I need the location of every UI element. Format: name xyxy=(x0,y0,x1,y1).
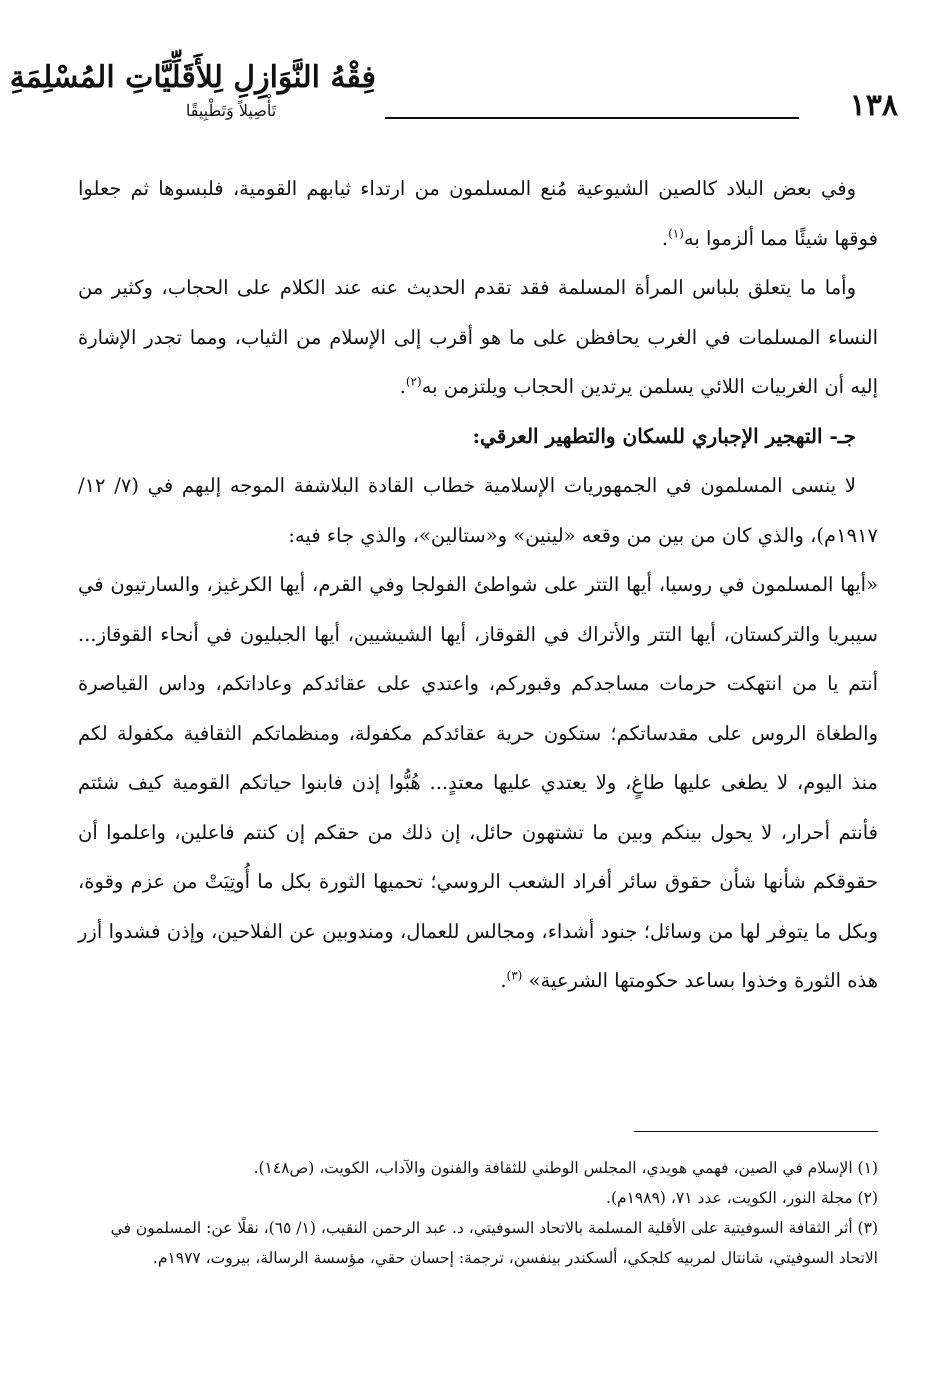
footnote-2: (٢) مجلة النور، الكويت، عدد ٧١، (١٩٨٩م). xyxy=(606,1189,878,1207)
footnote-separator xyxy=(634,1131,878,1132)
book-subtitle: تَأْصِيلاً وَتَطْبِيقًا xyxy=(185,101,277,120)
footnote-1: (١) الإسلام في الصين، فهمي هويدي، المجلس الوطني للثقافة والفنون والآداب، الكويت، (ص١٤٨). xyxy=(253,1159,878,1177)
page-number: ١٣٨ xyxy=(849,88,898,123)
paragraph-2-text: وأما ما يتعلق بلباس المرأة المسلمة فقد تقدم الحديث عنه عند الكلام على الحجاب، وكثير من النساء المسلمات في الغرب يحافظن على ما هو أقرب إلى الإسلام من الثياب، ومما تجدر الإشارة إليه أن الغربيات اللائي يسلمن يرتدين الحجاب ويلتزمن به xyxy=(78,276,878,398)
footnote-3: (٣) أثر الثقافة السوفيتية على الأقلية المسلمة بالاتحاد السوفيتي، د. عبد الرحمن النقيب، (١/ ٦٥)، نقلًا عن: المسلمون في الاتحاد السوفيتي، شانتال لمربيه كلجكي، ألسكندر بينفسن، ترجمة: إحسان حقي، مؤسسة الرسالة، بيروت، ١٩٧٧م. xyxy=(110,1219,878,1267)
paragraph-1: وفي بعض البلاد كالصين الشيوعية مُنع المسلمون من ارتداء ثيابهم القومية، فلبسوها ثم جعلوا فوقها شيئًا مما ألزموا به$^{(١)}$. xyxy=(78,177,878,250)
paragraph-4: «أيها المسلمون في روسيا، أيها التتر على شواطئ الفولجا وفي القرم، أيها الكرغيز، والسارتيون في سيبريا والتركستان، أيها التتر والأتراك في القوقاز، أيها الشيشيين، أيها الجبليون في أنحاء القوقاز... أنتم يا من انتهكت حرمات مساجدكم وقبوركم، واعتدي على عقائدكم وعاداتكم، وداس القياصرة والطغاة الروس على مقدساتكم؛ ستكون حرية عقائدكم مكفولة، ومنظماتكم الثقافية مكفولة لكم منذ اليوم، لا يطغى عليها طاغٍ، ولا يعتدي عليها معتدٍ... هُبُّوا إذن فابنوا حياتكم القومية كيف شئتم فأنتم أحرار، لا يحول بينكم وبين ما تشتهون حائل، إن ذلك من حقكم إن كنتم فاعلين، واعلموا أن حقوقكم شأنها شأن حقوق سائر أفراد الشعب الروسي؛ تحميها الثورة بكل ما أُوتِيَتْ من عزم وقوة، وبكل ما يتوفر لها من وسائل؛ جنود أشداء، ومجالس للعمال، ومندوبين عن الفلاحين، وإذن فشدوا أزر هذه الثورة وخذوا بساعد حكومتها الشرعية» $^{(٣)}$. xyxy=(78,573,878,992)
footnote-ref-2: (٢) xyxy=(405,374,422,389)
footnote-ref-3: (٣) xyxy=(506,968,523,983)
section-heading: جـ- التهجير الإجباري للسكان والتطهير العرقي: xyxy=(472,423,856,448)
paragraph-4-text: «أيها المسلمون في روسيا، أيها التتر على شواطئ الفولجا وفي القرم، أيها الكرغيز، والسارتيون في سيبريا والتركستان، أيها التتر والأتراك في القوقاز، أيها الشيشيين، أيها الجبليون في أنحاء القوقاز... أنتم يا من انتهكت حرمات مساجدكم وقبوركم، واعتدي على عقائدكم وعاداتكم، وداس القياصرة والطغاة الروس على مقدساتكم؛ ستكون حرية عقائدكم مكفولة، ومنظماتكم الثقافية مكفولة لكم منذ اليوم، لا يطغى عليها طاغٍ، ولا يعتدي عليها معتدٍ... هُبُّوا إذن فابنوا حياتكم القومية كيف شئتم فأنتم أحرار، لا يحول بينكم وبين ما تشتهون حائل، إن ذلك من حقكم إن كنتم فاعلين، واعلموا أن حقوقكم شأنها شأن حقوق سائر أفراد الشعب الروسي؛ تحميها الثورة بكل ما أُوتِيَتْ من عزم وقوة، وبكل ما يتوفر لها من وسائل؛ جنود أشداء، ومجالس للعمال، ومندوبين عن الفلاحين، وإذن فشدوا أزر هذه الثورة وخذوا بساعد حكومتها الشرعية» xyxy=(78,573,878,992)
main-text xyxy=(78,164,878,1006)
book-title: فِقْهُ النَّوَازِلِ لِلأَقَلِّيَّاتِ المُسْلِمَةِ xyxy=(9,60,376,95)
paragraph-2: وأما ما يتعلق بلباس المرأة المسلمة فقد تقدم الحديث عنه عند الكلام على الحجاب، وكثير من النساء المسلمات في الغرب يحافظن على ما هو أقرب إلى الإسلام من الثياب، ومما تجدر الإشارة إليه أن الغربيات اللائي يسلمن يرتدين الحجاب ويلتزمن به$^{(٢)}$. xyxy=(78,276,878,398)
paragraph-3: لا ينسى المسلمون في الجمهوريات الإسلامية خطاب القادة البلاشفة الموجه إليهم في (٧/ ١٢/ ١٩١٧م)، والذي كان من بين من وقعه «لينين» و«ستالين»، والذي جاء فيه: xyxy=(78,474,878,547)
footnotes xyxy=(78,1153,878,1273)
header-rule xyxy=(385,117,799,119)
running-header-title xyxy=(9,56,376,152)
footnote-ref-1: (١) xyxy=(668,226,684,240)
paragraph-1-text: وفي بعض البلاد كالصين الشيوعية مُنع المسلمون من ارتداء ثيابهم القومية، فلبسوها ثم جعلوا فوقها شيئًا مما ألزموا به xyxy=(78,177,878,250)
